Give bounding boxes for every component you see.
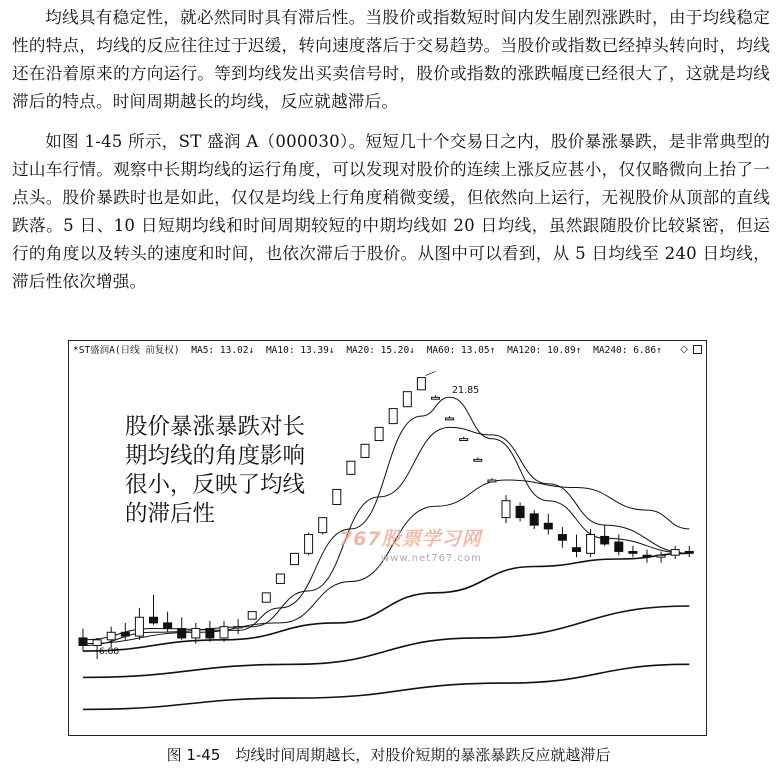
candle-body-down bbox=[558, 535, 566, 541]
candle bbox=[516, 503, 524, 522]
candle-body-up bbox=[333, 489, 341, 504]
candle bbox=[262, 593, 270, 602]
candle-body-down bbox=[178, 629, 186, 638]
ma5-readout: MA5: 13.02↓ bbox=[191, 345, 255, 356]
candle bbox=[347, 461, 355, 474]
watermark-text: 767股票学习网 bbox=[339, 528, 482, 550]
candle bbox=[446, 416, 454, 420]
candle-body-up bbox=[502, 501, 510, 518]
candle bbox=[135, 608, 143, 640]
candle bbox=[671, 546, 679, 559]
stock-chart-figure bbox=[68, 340, 707, 736]
candle bbox=[488, 478, 496, 482]
candle-body-up bbox=[93, 640, 101, 646]
candle-body-down bbox=[206, 629, 214, 638]
candle-body-up bbox=[305, 535, 313, 554]
candle-body-up bbox=[262, 593, 270, 602]
ma240-readout: MA240: 6.86↑ bbox=[593, 345, 662, 356]
candle-body-up bbox=[375, 427, 383, 440]
candle-body-up bbox=[474, 459, 482, 461]
candle bbox=[615, 535, 623, 556]
candle bbox=[291, 553, 299, 564]
candle-body-down bbox=[573, 548, 581, 552]
candle-body-up bbox=[276, 574, 284, 583]
paragraph-2: 如图 1-45 所示，ST 盛润 A（000030）。短短几十个交易日之内，股价暴涨暴跌，是非常典型的过山车行情。观察中长期均线的运行角度，可以发现对股价的连续上涨反应甚小，仅仅略微向上抬了一点头。股价暴跌时也是如此，仅仅是均线上行角度稍微变缓，但依然向上运行，无视股价从顶部的直线跌落。5 日、10 日短期均线和时间周期较短的中期均线如 20 日均线，虽然跟随股价比较紧密，但运行的角度以及转头的速度和时间，也依次滞后于股价。从图中可以看到，从 5 日均线至 240 日均线，滞后性依次增强。 bbox=[12, 132, 770, 292]
candle-body-up bbox=[417, 378, 425, 390]
chart-annotation: 股价暴涨暴跌对长期均线的角度影响很小，反映了均线的滞后性 bbox=[125, 414, 306, 527]
candle-body-up bbox=[446, 418, 454, 420]
candle-body-down bbox=[615, 542, 623, 551]
candle-body-down bbox=[685, 551, 693, 553]
candle-body-down bbox=[164, 623, 172, 629]
candle bbox=[248, 612, 256, 620]
candle-body-up bbox=[671, 550, 679, 556]
peak-marker bbox=[425, 372, 435, 376]
ma60-readout: MA60: 13.05↑ bbox=[426, 345, 496, 356]
candle bbox=[375, 427, 383, 440]
candle-body-down bbox=[629, 551, 637, 553]
low-price-label: 6.88 bbox=[99, 647, 120, 657]
ma-line-ma60 bbox=[83, 553, 689, 651]
candle bbox=[305, 533, 313, 556]
candle-body-up bbox=[107, 632, 115, 640]
candle-body-up bbox=[488, 480, 496, 482]
candle bbox=[220, 621, 228, 642]
diamond-icon: ◇ bbox=[680, 344, 688, 355]
candle bbox=[361, 444, 369, 457]
candle-body-up bbox=[361, 444, 369, 457]
candle-body-up bbox=[135, 617, 143, 636]
candle-body-up bbox=[319, 518, 327, 533]
candle-body-up bbox=[192, 629, 200, 638]
candle bbox=[474, 457, 482, 461]
candle bbox=[389, 409, 397, 424]
candle bbox=[403, 392, 411, 407]
candle bbox=[460, 437, 468, 441]
candle-body-up bbox=[389, 409, 397, 424]
watermark-url: www.net767.com bbox=[381, 553, 482, 564]
ma10-readout: MA10: 13.39↓ bbox=[265, 345, 335, 356]
candle-body-up bbox=[587, 535, 595, 554]
candle-body-down bbox=[150, 617, 158, 623]
candle bbox=[319, 518, 327, 535]
candle bbox=[657, 551, 665, 562]
candle bbox=[234, 619, 242, 634]
paragraph-1: 均线具有稳定性，就必然同时具有滞后性。当股价或指数短时间内发生剧烈涨跌时，由于均线稳定性的特点，均线的反应往往过于迟缓，转向速度落后于交易趋势。当股价或指数已经掉头转向时，均线还在沿着原来的方向运行。等到均线发出买卖信号时，股价或指数的涨跌幅度已经很大了，这就是均线滞后的特点。时间周期越长的均线，反应就越滞后。 bbox=[12, 8, 770, 112]
candle bbox=[206, 621, 214, 642]
candle-body-down bbox=[516, 506, 524, 517]
candle-body-up bbox=[248, 612, 256, 620]
candle bbox=[164, 612, 172, 633]
candle bbox=[107, 627, 115, 648]
peak-price-label: 21.85 bbox=[452, 385, 480, 396]
candle-body-up bbox=[291, 553, 299, 564]
candle-body-down bbox=[643, 555, 651, 557]
candle bbox=[417, 378, 425, 390]
candle bbox=[629, 546, 637, 557]
candle-body-down bbox=[79, 638, 87, 646]
candle bbox=[502, 495, 510, 523]
candle bbox=[333, 489, 341, 504]
candle bbox=[643, 550, 651, 563]
candle bbox=[178, 617, 186, 640]
candle bbox=[79, 629, 87, 652]
figure-caption: 图 1-45 均线时间周期越长，对股价短期的暴涨暴跌反应就越滞后 bbox=[166, 746, 611, 764]
candle-body-up bbox=[347, 461, 355, 474]
candle bbox=[573, 535, 581, 558]
candle-body-down bbox=[601, 536, 609, 544]
candle-body-down bbox=[121, 632, 129, 636]
candle bbox=[432, 395, 440, 399]
ma-line-ma240 bbox=[83, 664, 689, 709]
chart-header-title: *ST盛润A(日线 前复权) bbox=[73, 345, 180, 356]
candle bbox=[150, 595, 158, 625]
ma20-readout: MA20: 15.20↓ bbox=[346, 345, 415, 356]
candle-body-up bbox=[432, 397, 440, 399]
candle-body-up bbox=[657, 555, 665, 557]
candle bbox=[558, 527, 566, 548]
candle bbox=[685, 546, 693, 557]
candle-body-up bbox=[403, 392, 411, 407]
candle bbox=[587, 529, 595, 557]
candle bbox=[601, 525, 609, 546]
candle-body-up bbox=[234, 627, 242, 628]
candle-body-up bbox=[460, 439, 468, 441]
candle-body-up bbox=[220, 627, 228, 638]
candle bbox=[276, 574, 284, 583]
ma120-readout: MA120: 10.89↑ bbox=[507, 345, 582, 356]
